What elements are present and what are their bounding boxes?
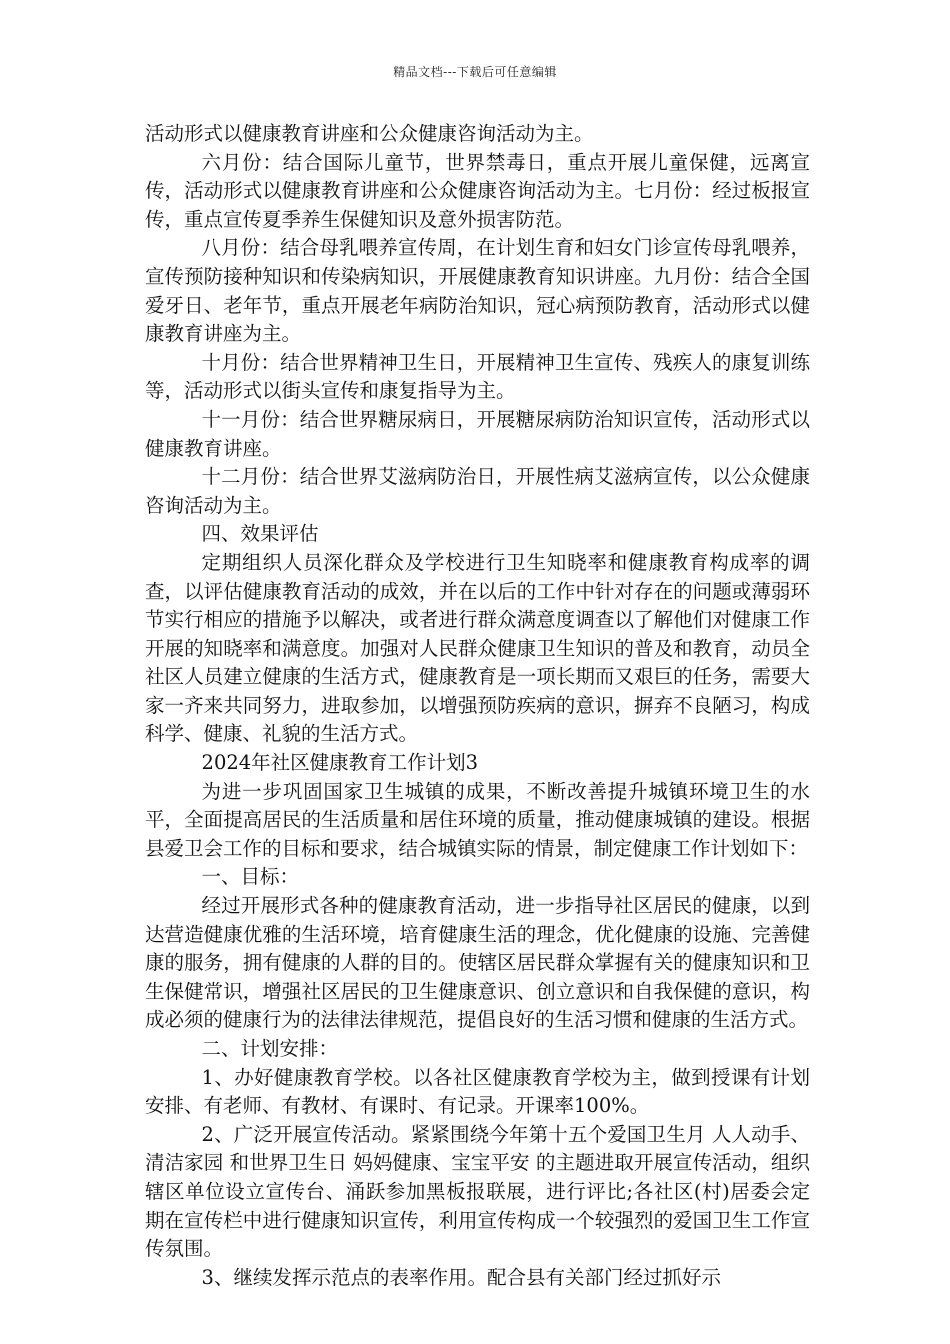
list-item-1: 1、办好健康教育学校。以各社区健康教育学校为主，做到授课有计划安排、有老师、有教材、有课时、有记录。开课率100%。 — [145, 1065, 810, 1118]
paragraph-august: 八月份：结合母乳喂养宣传周，在计划生育和妇女门诊宣传母乳喂养，宣传预防接种知识和传染病知识，开展健康教育知识讲座。九月份：结合全国爱牙日、老年节，重点开展老年病防治知识，冠心病预防教育，活动形式以健康教育讲座为主。 — [145, 236, 810, 346]
paragraph-june: 六月份：结合国际儿童节，世界禁毒日，重点开展儿童保健，远离宣传，活动形式以健康教育讲座和公众健康咨询活动为主。七月份：经过板报宣传，重点宣传夏季养生保健知识及意外损害防范。 — [145, 150, 810, 231]
list-item-2: 2、广泛开展宣传活动。紧紧围绕今年第十五个爱国卫生月 人人动手、清洁家园 和世界卫生日 妈妈健康、宝宝平安 的主题进取开展宣传活动，组织辖区单位设立宣传台、涌跃参加黑板报联展，进行评比;各社区(村)居委会定期在宣传栏中进行健康知识宣传，利用宣传构成一个较强烈的爱国卫生工作宣传氛围。 — [145, 1122, 810, 1261]
document-body — [145, 120, 810, 1292]
paragraph-goals: 经过开展形式各种的健康教育活动，进一步指导社区居民的健康，以到达营造健康优雅的生活环境，培育健康生活的理念，优化健康的设施、完善健康的服务，拥有健康的人群的目的。使辖区居民群众掌握有关的健康知识和卫生保健常识，增强社区居民的卫生健康意识、创立意识和自我保健的意识，构成必须的健康行为的法律法律规范，提倡良好的生活习惯和健康的生活方式。 — [145, 894, 810, 1032]
paragraph-october: 十月份：结合世界精神卫生日，开展精神卫生宣传、残疾人的康复训练等，活动形式以街头宣传和康复指导为主。 — [145, 350, 810, 403]
section-heading-goals: 一、目标： — [201, 865, 300, 889]
document-title-plan-3: 2024年社区健康教育工作计划3 — [201, 751, 479, 775]
section-heading-evaluation: 四、效果评估 — [201, 522, 319, 546]
paragraph-november: 十一月份：结合世界糖尿病日，开展糖尿病防治知识宣传，活动形式以健康教育讲座。 — [145, 407, 810, 460]
page-header: 精品文档---下载后可任意编辑 — [393, 65, 557, 79]
paragraph: 活动形式以健康教育讲座和公众健康咨询活动为主。 — [145, 122, 594, 145]
paragraph-evaluation: 定期组织人员深化群众及学校进行卫生知晓率和健康教育构成率的调查，以评估健康教育活动的成效，并在以后的工作中针对存在的问题或薄弱环节实行相应的措施予以解决，或者进行群众满意度调查以了解他们对健康工作开展的知晓率和满意度。加强对人民群众健康卫生知识的普及和教育，动员全社区人员建立健康的生活方式，健康教育是一项长期而又艰巨的任务，需要大家一齐来共同努力，进取参加，以增强预防疾病的意识，摒弃不良陋习，构成科学、健康、礼貌的生活方式。 — [145, 550, 810, 746]
paragraph-december: 十二月份：结合世界艾滋病防治日，开展性病艾滋病宣传，以公众健康咨询活动为主。 — [145, 465, 810, 517]
paragraph-intro: 为进一步巩固国家卫生城镇的成果，不断改善提升城镇环境卫生的水平，全面提高居民的生活质量和居住环境的质量，推动健康城镇的建设。根据县爱卫会工作的目标和要求，结合城镇实际的情景，制定健康工作计划如下： — [145, 779, 810, 860]
section-heading-plan: 二、计划安排： — [201, 1037, 339, 1060]
list-item-3: 3、继续发挥示范点的表率作用。配合县有关部门经过抓好示 — [201, 1265, 721, 1289]
